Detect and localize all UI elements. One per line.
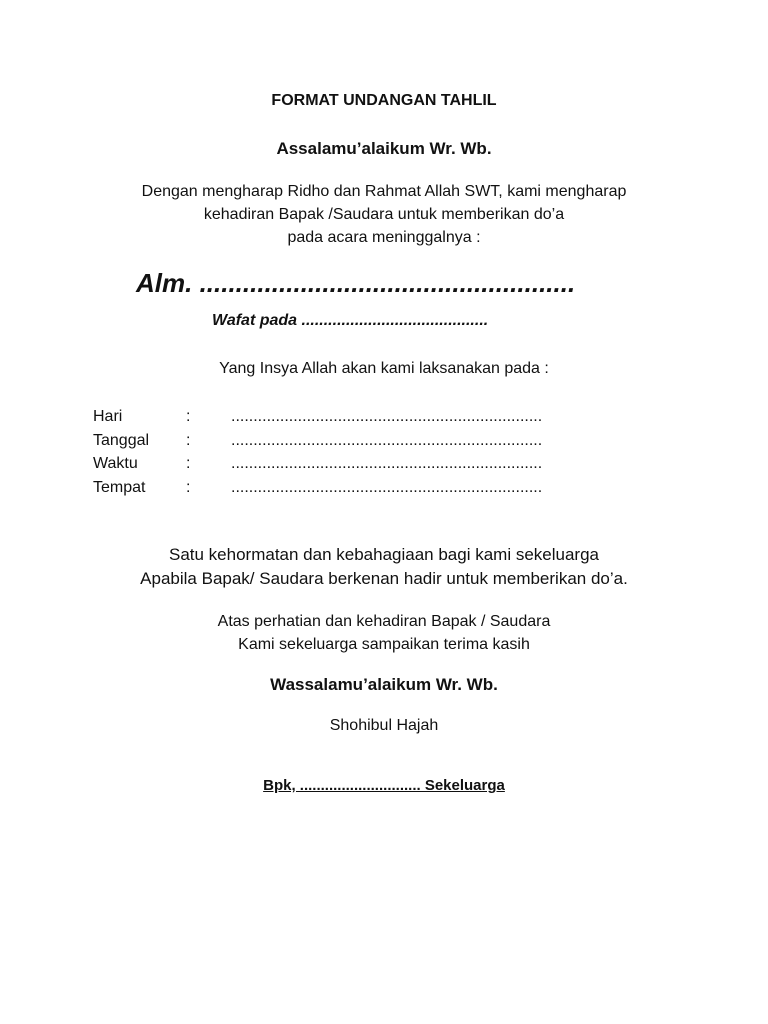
intro-line: pada acara meninggalnya : xyxy=(287,229,481,246)
greeting: Assalamu’alaikum Wr. Wb. xyxy=(276,139,492,158)
intro-line: kehadiran Bapak /Saudara untuk memberikan do’a xyxy=(203,206,565,223)
closing-line: Satu kehormatan dan kebahagiaan bagi kami sekeluarga xyxy=(168,545,599,564)
intro-paragraph xyxy=(0,180,768,249)
closing-line: Atas perhatian dan kehadiran Bapak / Saudara xyxy=(217,613,551,630)
detail-blank: ...................................................................... xyxy=(231,408,543,425)
farewell: Wassalamu’alaikum Wr. Wb. xyxy=(270,675,498,694)
intro-line: Dengan mengharap Ridho dan Rahmat Allah SWT, kami mengharap xyxy=(141,183,627,200)
wafat-line: Wafat pada .......................................... xyxy=(212,312,489,329)
closing-line: Kami sekeluarga sampaikan terima kasih xyxy=(238,636,530,653)
detail-colon: : xyxy=(186,431,191,449)
detail-label: Tempat xyxy=(93,478,146,496)
closing-paragraph-1 xyxy=(0,543,768,591)
detail-colon: : xyxy=(186,455,191,472)
closing-line: Apabila Bapak/ Saudara berkenan hadir untuk memberikan do’a. xyxy=(140,569,628,588)
schedule-intro: Yang Insya Allah akan kami laksanakan pada : xyxy=(219,360,549,377)
detail-colon: : xyxy=(186,408,191,425)
document-title: FORMAT UNDANGAN TAHLIL xyxy=(271,92,497,109)
detail-blank: ...................................................................... xyxy=(231,455,543,472)
detail-label: Waktu xyxy=(93,455,138,472)
detail-blank: ...................................................................... xyxy=(231,431,543,449)
signature-line: Bpk, ............................. Sekeluarga xyxy=(263,777,505,794)
closing-paragraph-2 xyxy=(0,610,768,656)
host-label: Shohibul Hajah xyxy=(329,717,439,734)
detail-label: Hari xyxy=(93,408,123,425)
deceased-name-line: Alm. .................................................... xyxy=(136,268,576,298)
detail-colon: : xyxy=(186,478,191,496)
detail-blank: ...................................................................... xyxy=(231,478,543,496)
detail-label: Tanggal xyxy=(93,431,150,449)
